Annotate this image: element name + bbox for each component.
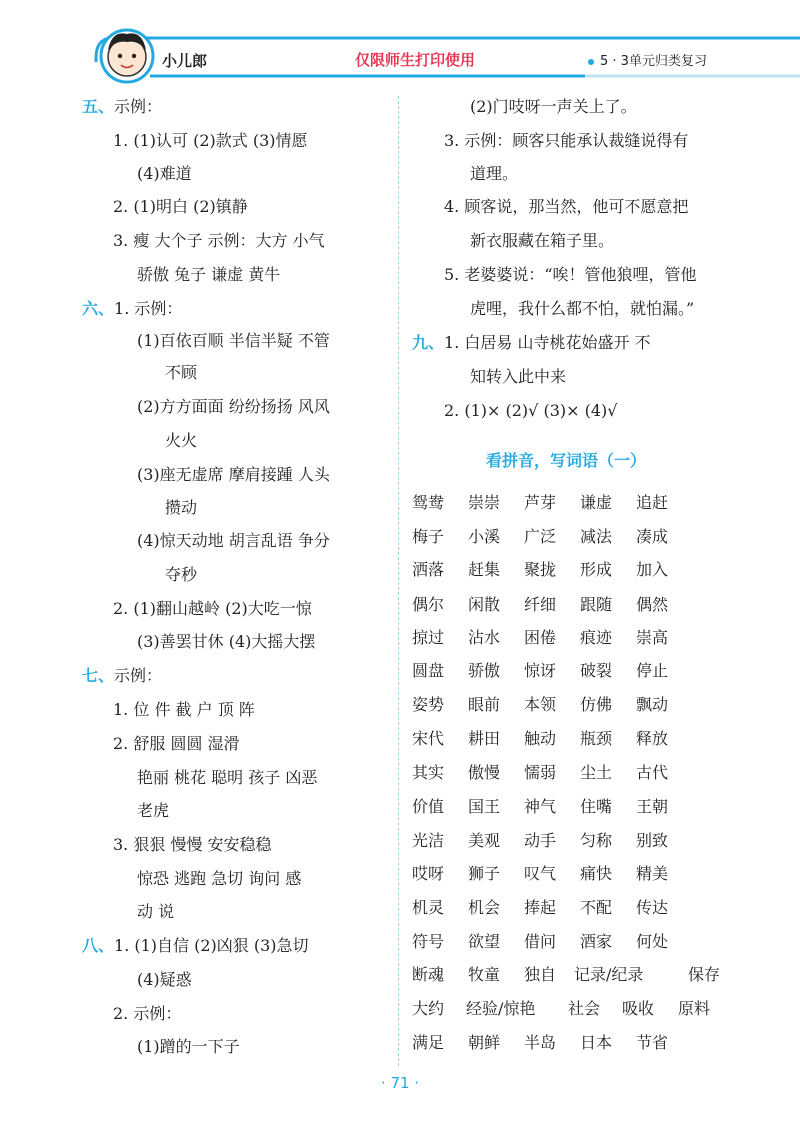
word-cell: 机灵 xyxy=(412,898,445,917)
brand-name: 小儿郎 xyxy=(162,52,208,70)
left_column-line xyxy=(113,196,248,218)
answer-text: (1)蹭的一下子 xyxy=(137,1037,240,1056)
word-cell: 傲慢 xyxy=(468,763,501,782)
word-cell: 耕田 xyxy=(468,729,501,748)
word-cell: 圆盘 xyxy=(412,661,445,680)
answer-text: (1)百依百顺 半信半疑 不管 xyxy=(137,331,330,350)
word-cell: 痛快 xyxy=(580,864,613,883)
left_column-line xyxy=(137,901,174,923)
word-cell: 捧起 xyxy=(524,898,557,917)
word-cell: 神气 xyxy=(524,797,557,816)
word-cell: 触动 xyxy=(524,729,557,748)
word-cell: 大约 xyxy=(412,999,445,1018)
answer-text: 火火 xyxy=(165,431,198,450)
word-cell: 偶尔 xyxy=(412,595,445,614)
word-cell: 断魂 xyxy=(412,965,445,984)
word-cell: 跟随 xyxy=(580,595,613,614)
answer-text: 1. 示例： xyxy=(114,299,183,318)
word-cell: 闲散 xyxy=(468,595,501,614)
answer-text: 3. 示例：顾客只能承认裁缝说得有 xyxy=(444,131,689,150)
answer-text: (2)方方面面 纷纷扬扬 风风 xyxy=(137,397,330,416)
word-cell: 记录/纪录 xyxy=(574,965,644,984)
word-cell: 形成 xyxy=(580,560,613,579)
unit-text: 5 · 3单元归类复习 xyxy=(600,54,707,69)
section-label: 五、 xyxy=(82,97,115,116)
left_column-line xyxy=(137,464,330,486)
left_column-line xyxy=(113,733,240,755)
word-cell: 加入 xyxy=(636,560,669,579)
left_column-line xyxy=(137,330,330,352)
right_column-line xyxy=(470,366,566,388)
word-cell: 吸收 xyxy=(622,999,655,1018)
answer-text: 2. (1)翻山越岭 (2)大吃一惊 xyxy=(113,599,312,618)
answer-text: 夺秒 xyxy=(165,565,198,584)
left_column-line xyxy=(137,767,317,789)
word-row xyxy=(412,895,730,919)
answer-text: 骄傲 兔子 谦虚 黄牛 xyxy=(137,265,281,284)
word-cell: 飘动 xyxy=(636,695,669,714)
word-cell: 价值 xyxy=(412,797,445,816)
word-cell: 骄傲 xyxy=(468,661,501,680)
word-cell: 偶然 xyxy=(636,595,669,614)
word-cell: 芦芽 xyxy=(524,493,557,512)
word-row xyxy=(412,524,730,548)
word-cell: 困倦 xyxy=(524,628,557,647)
word-cell: 符号 xyxy=(412,932,445,951)
answer-text: 2. 舒服 圆圆 湿滑 xyxy=(113,734,240,753)
answer-text: (4)惊天动地 胡言乱语 争分 xyxy=(137,531,330,550)
word-row xyxy=(412,962,730,986)
left_column-line xyxy=(165,564,197,586)
word-cell: 不配 xyxy=(580,898,613,917)
word-cell: 保存 xyxy=(688,965,721,984)
word-cell: 原料 xyxy=(678,999,711,1018)
word-cell: 仿佛 xyxy=(580,695,613,714)
word-cell: 掠过 xyxy=(412,628,445,647)
word-cell: 匀称 xyxy=(580,831,613,850)
word-row xyxy=(412,557,730,581)
word-row xyxy=(412,658,730,682)
word-cell: 日本 xyxy=(580,1033,613,1052)
answer-text: 动 说 xyxy=(137,902,175,921)
word-cell: 动手 xyxy=(524,831,557,850)
answer-text: 3. 瘦 大个子 示例：大方 小气 xyxy=(113,231,325,250)
left_column-line xyxy=(82,665,162,687)
left_column-line xyxy=(137,969,192,991)
bullet-icon xyxy=(588,59,594,65)
word-cell: 古代 xyxy=(636,763,669,782)
word-cell: 凑成 xyxy=(636,527,669,546)
word-row xyxy=(412,760,730,784)
section-label: 七、 xyxy=(82,666,115,685)
word-cell: 美观 xyxy=(468,831,501,850)
word-cell: 欲望 xyxy=(468,932,501,951)
word-row xyxy=(412,726,730,750)
word-cell: 朝鲜 xyxy=(468,1033,501,1052)
word-cell: 机会 xyxy=(468,898,501,917)
word-cell: 酒家 xyxy=(580,932,613,951)
answer-text: 2. 示例： xyxy=(113,1004,182,1023)
left_column-line xyxy=(137,631,315,653)
mascot-logo-icon xyxy=(0,0,800,90)
word-row xyxy=(412,490,730,514)
word-cell: 释放 xyxy=(636,729,669,748)
section-label: 九、 xyxy=(412,333,445,352)
left_column-line xyxy=(82,935,309,957)
words-section-title: 看拼音，写词语（一） xyxy=(485,451,646,470)
word-cell: 光洁 xyxy=(412,831,445,850)
left_column-line xyxy=(137,1036,240,1058)
word-row xyxy=(412,929,730,953)
left_column-line xyxy=(113,699,255,721)
answer-text: 3. 狠狠 慢慢 安安稳稳 xyxy=(113,835,272,854)
word-cell: 本领 xyxy=(524,695,557,714)
answer-text: 虎哩，我什么都不怕，就怕漏。” xyxy=(470,299,695,318)
word-cell: 洒落 xyxy=(412,560,445,579)
word-cell: 国王 xyxy=(468,797,501,816)
left_column-line xyxy=(113,598,312,620)
right_column-line xyxy=(444,196,688,218)
left_column-line xyxy=(113,230,325,252)
answer-text: 1. 白居易 山寺桃花始盛开 不 xyxy=(444,333,651,352)
word-cell: 广泛 xyxy=(524,527,557,546)
left_column-line xyxy=(137,800,169,822)
word-row xyxy=(412,1030,730,1054)
word-cell: 节省 xyxy=(636,1033,669,1052)
word-row xyxy=(412,996,730,1020)
word-cell: 惊讶 xyxy=(524,661,557,680)
answer-text: 示例： xyxy=(114,97,163,116)
left_column-line xyxy=(137,530,330,552)
word-cell: 住嘴 xyxy=(580,797,613,816)
word-cell: 哎呀 xyxy=(412,864,445,883)
right_column-line xyxy=(412,332,651,354)
right_column-line xyxy=(444,130,688,152)
answer-text: (3)善罢甘休 (4)大摇大摆 xyxy=(137,632,316,651)
word-cell: 停止 xyxy=(636,661,669,680)
section-label: 八、 xyxy=(82,936,115,955)
word-cell: 瓶颈 xyxy=(580,729,613,748)
right_column-line xyxy=(470,298,694,320)
unit-label xyxy=(588,50,707,69)
word-cell: 何处 xyxy=(636,932,669,951)
word-cell: 梅子 xyxy=(412,527,445,546)
answer-text: 1. (1)认可 (2)款式 (3)情愿 xyxy=(113,131,308,150)
left_column-line xyxy=(165,430,197,452)
word-cell: 其实 xyxy=(412,763,445,782)
left_column-line xyxy=(137,163,192,185)
page-number: · 71 · xyxy=(380,1074,420,1092)
right_column-line xyxy=(444,400,617,422)
word-cell: 别致 xyxy=(636,831,669,850)
word-cell: 鸳鸯 xyxy=(412,493,445,512)
answer-text: 新衣服藏在箱子里。 xyxy=(470,231,615,250)
word-cell: 小溪 xyxy=(468,527,501,546)
print-notice: 仅限师生打印使用 xyxy=(354,51,475,69)
left_column-line xyxy=(165,497,197,519)
right_column-line xyxy=(470,163,518,185)
word-cell: 借问 xyxy=(524,932,557,951)
word-cell: 满足 xyxy=(412,1033,445,1052)
answer-text: 4. 顾客说，那当然，他可不愿意把 xyxy=(444,197,689,216)
right_column-line xyxy=(470,96,637,118)
word-cell: 痕迹 xyxy=(580,628,613,647)
page-header xyxy=(0,0,800,90)
answer-text: 艳丽 桃花 聪明 孩子 凶恶 xyxy=(137,768,318,787)
answer-text: 不顾 xyxy=(165,363,198,382)
word-cell: 精美 xyxy=(636,864,669,883)
word-cell: 破裂 xyxy=(580,661,613,680)
left_column-line xyxy=(113,130,308,152)
word-row xyxy=(412,861,730,885)
word-cell: 纤细 xyxy=(524,595,557,614)
word-cell: 社会 xyxy=(568,999,601,1018)
word-row xyxy=(412,592,730,616)
word-cell: 半岛 xyxy=(524,1033,557,1052)
word-row xyxy=(412,828,730,852)
answer-text: 1. 位 件 截 户 顶 阵 xyxy=(113,700,255,719)
word-cell: 叹气 xyxy=(524,864,557,883)
answer-text: (3)座无虚席 摩肩接踵 人头 xyxy=(137,465,330,484)
answer-text: (4)难道 xyxy=(137,164,192,183)
answer-text: (2)门吱呀一声关上了。 xyxy=(470,97,637,116)
word-cell: 减法 xyxy=(580,527,613,546)
word-cell: 眼前 xyxy=(468,695,501,714)
answer-text: 道理。 xyxy=(470,164,519,183)
answer-text: (4)疑惑 xyxy=(137,970,192,989)
answer-text: 2. (1)明白 (2)镇静 xyxy=(113,197,248,216)
answer-text: 示例： xyxy=(114,666,163,685)
section-label: 六、 xyxy=(82,299,115,318)
word-cell: 追赶 xyxy=(636,493,669,512)
answer-text: 2. (1)× (2)√ (3)× (4)√ xyxy=(444,401,618,420)
answer-text: 攒动 xyxy=(165,498,198,517)
left_column-line xyxy=(113,834,272,856)
word-cell: 独自 xyxy=(524,965,557,984)
word-cell: 沾水 xyxy=(468,628,501,647)
word-cell: 崇崇 xyxy=(468,493,501,512)
word-row xyxy=(412,794,730,818)
word-cell: 经验/惊艳 xyxy=(466,999,536,1018)
word-cell: 赶集 xyxy=(468,560,501,579)
left_column-line xyxy=(137,396,330,418)
answer-text: 1. (1)自信 (2)凶狠 (3)急切 xyxy=(114,936,309,955)
left_column-line xyxy=(82,298,182,320)
left_column-line xyxy=(137,264,280,286)
answer-text: 老虎 xyxy=(137,801,170,820)
answer-text: 惊恐 逃跑 急切 询问 感 xyxy=(137,869,302,888)
word-row xyxy=(412,692,730,716)
left_column-line xyxy=(113,1003,181,1025)
left_column-line xyxy=(137,868,301,890)
left_column-line xyxy=(165,362,197,384)
left_column-line xyxy=(82,96,162,118)
word-cell: 尘土 xyxy=(580,763,613,782)
word-cell: 宋代 xyxy=(412,729,445,748)
column-divider xyxy=(398,96,399,1066)
word-cell: 王朝 xyxy=(636,797,669,816)
word-cell: 崇高 xyxy=(636,628,669,647)
right_column-line xyxy=(470,230,614,252)
word-cell: 牧童 xyxy=(468,965,501,984)
word-cell: 姿势 xyxy=(412,695,445,714)
word-cell: 狮子 xyxy=(468,864,501,883)
answer-text: 知转入此中来 xyxy=(470,367,567,386)
word-cell: 传达 xyxy=(636,898,669,917)
right_column-line xyxy=(444,264,697,286)
word-row xyxy=(412,625,730,649)
word-cell: 聚拢 xyxy=(524,560,557,579)
word-cell: 懦弱 xyxy=(524,763,557,782)
word-cell: 谦虚 xyxy=(580,493,613,512)
answer-text: 5. 老婆婆说：“唉！管他狼哩，管他 xyxy=(444,265,697,284)
